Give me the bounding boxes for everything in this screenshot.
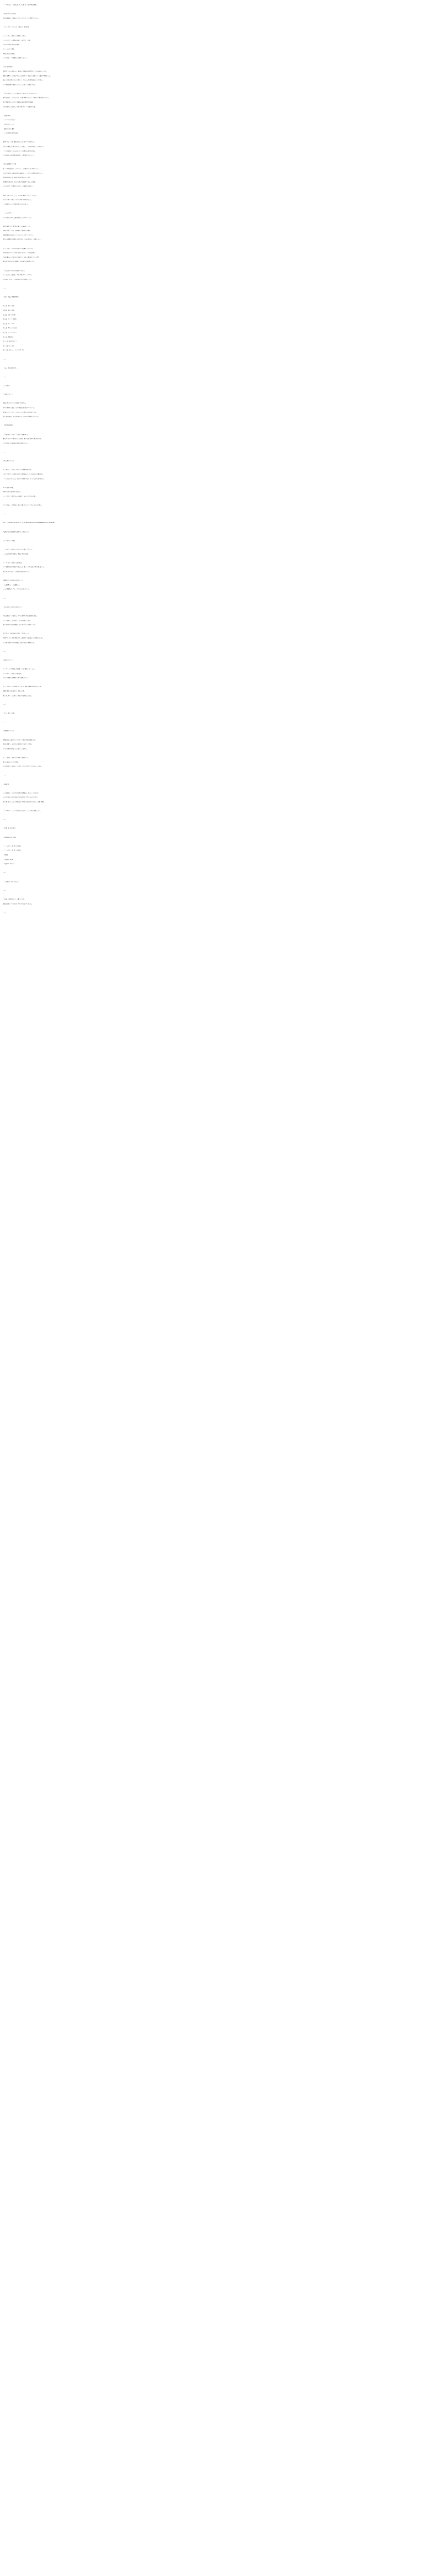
blank-line xyxy=(3,814,426,818)
blank-line xyxy=(3,455,426,460)
blank-line xyxy=(3,379,426,384)
blank-line xyxy=(3,681,426,685)
text-line: ステージに立つ理由。 xyxy=(3,48,15,50)
text-line: この作品はそのことを繰り返し伝えてくれる。 xyxy=(3,203,29,205)
text-line: 「やってみたい」という気持ちが、周りを少しずつ変えていく。 xyxy=(3,92,39,94)
text-line: カメラワーク、照明、衣装の変化。 xyxy=(3,672,23,674)
text-line: ・劇場版 xyxy=(3,854,8,856)
text-line: また、生徒会との対立も物語の大きな軸になっている。 xyxy=(3,247,34,249)
blank-line xyxy=(3,30,426,35)
text-line: 学校を守りたいという想いは同じなのに、その方法が違う。 xyxy=(3,252,37,254)
text-line: 作品全体を通して描かれていたものについて少し整理してみたい。 xyxy=(3,17,40,19)
blank-line xyxy=(3,822,426,827)
blank-line xyxy=(3,574,426,579)
text-line: 「START:DASH!!」 xyxy=(3,425,14,427)
text-line: それぞれの想いが交わる場所。 xyxy=(3,44,21,46)
blank-line xyxy=(3,8,426,12)
blank-line xyxy=(3,388,426,393)
section-heading: 【第二期について】 xyxy=(3,460,14,462)
text-line: その約束が、後の物語全体を貫く一本の線になっていく。 xyxy=(3,155,36,157)
blank-line xyxy=(3,21,426,25)
blank-line xyxy=(3,716,426,721)
text-line: ……。 xyxy=(3,872,7,874)
text-line: 作曲担当の彼女が、最初は参加を断っていた理由。 xyxy=(3,177,31,179)
text-line: 第四話：新しい仲間 xyxy=(3,309,14,311)
text-line: 誰かのために動くことの大切さと、自分のために夢を見ることの大切さ。 xyxy=(3,79,44,81)
text-line: 作詞担当の彼女が、自分の言葉に自信を持てなかった理由。 xyxy=(3,181,37,183)
text-line: 副会長として彼女を見守り続けてきたもう一人。 xyxy=(3,633,30,635)
text-line: 立場の違いから生まれるすれ違いと、それを乗り越えていく過程。 xyxy=(3,256,40,258)
text-line: それでも最後まで歌い切った三人の姿は、この作品の原点と言えるだろう。 xyxy=(3,146,45,147)
text-line: ご意見・ご感想はコメント欄へどうぞ。 xyxy=(3,898,25,900)
section-heading: 【第二話以降について】 xyxy=(3,163,17,165)
text-line: 彼女がいなければ、この物語は始まらなかった。 xyxy=(3,571,30,572)
blank-line xyxy=(3,893,426,897)
text-line: ……。 xyxy=(3,513,7,515)
blank-line xyxy=(3,867,426,871)
text-line: 第八話：やりたいことは xyxy=(3,327,17,329)
blank-line xyxy=(3,884,426,889)
blank-line xyxy=(3,264,426,269)
blank-line xyxy=(3,526,426,530)
text-line: お互いの弱さを知り、それでも隣に立ち続けること。 xyxy=(3,199,33,201)
text-line: 雪の中を走る場面。 xyxy=(3,486,14,488)
blank-line xyxy=(3,543,426,548)
text-line: 第十話：先輩禁止！ xyxy=(3,336,14,338)
blank-line xyxy=(3,136,426,141)
blank-line xyxy=(3,220,426,225)
text-line: 最後まで読んでいただき、ありがとうございました。 xyxy=(3,903,33,905)
text-line: リーダーとして皆を引っ張る彼女。 xyxy=(3,562,23,564)
text-line: ・それでも歌い続けた意味 xyxy=(3,132,18,134)
text-line: 「スクールアイドル」という存在と、その意味。 xyxy=(3,26,30,28)
blank-line xyxy=(3,725,426,730)
text-line: 第六話：センターは誰だ xyxy=(3,318,17,320)
text-line: グループとしての活動の意味と、個人としての夢。 xyxy=(3,39,31,41)
blank-line xyxy=(3,446,426,450)
text-line: 夢を追いかけること、仲間と過ごす時間、終わりがあるからこそ輝く瞬間。 xyxy=(3,801,45,803)
blank-line xyxy=(3,698,426,703)
text-line: 華やかな表舞台の裏側にある努力を、この作品は決して省略しない。 xyxy=(3,239,42,241)
text-line: 一人ひとりが持つ背景と、物語の中での役割。 xyxy=(3,553,29,555)
blank-line xyxy=(3,654,426,658)
section-heading: 【最後に】 xyxy=(3,783,9,785)
blank-line xyxy=(3,428,426,433)
text-line: 劇場版では、海外でのライブという新しい舞台が描かれる。 xyxy=(3,739,37,741)
text-line: 「いつか満員にしてみせる」という言葉に込められた想い。 xyxy=(3,150,37,152)
text-line: 第五話：それぞれの夢 xyxy=(3,314,15,316)
text-line: ……。 xyxy=(3,721,7,723)
text-line: ・各種ライブ映像 xyxy=(3,858,13,860)
text-line: これこそが、この作品が一貫して描いてきたテーマだったのだと思う。 xyxy=(3,504,43,506)
blank-line xyxy=(3,840,426,844)
blank-line xyxy=(3,207,426,211)
text-line: 「ラブライブ！」という作品に出会えたことに、改めて感謝したい。 xyxy=(3,810,41,812)
text-line: そう言っていた彼女が、やがて同じステージに立つ。 xyxy=(3,274,33,276)
text-line: その対比が、作品全体の成長を象徴している。 xyxy=(3,442,29,444)
text-line: 視線の動き、間の取り方、背景の小物。 xyxy=(3,690,25,692)
text-line: ……。 xyxy=(3,358,7,360)
blank-line xyxy=(3,556,426,561)
blank-line xyxy=(3,875,426,880)
text-line: （了） xyxy=(3,911,7,913)
text-line: （次回、第二節に続く） xyxy=(3,827,17,829)
text-line: バレエを続けてきた過去と、それを手放した理由。 xyxy=(3,619,31,621)
blank-line xyxy=(3,609,426,614)
text-line: （以下、各話の詳細な考察） xyxy=(3,296,20,298)
text-line: 「一度きりの今を、全力で」 xyxy=(3,880,20,883)
text-line: 仲間と共に歩む時間。 xyxy=(3,53,15,55)
blank-line xyxy=(3,787,426,791)
text-line: それぞれが自分の中の何かと重ね合わせて見ているのだと思う。 xyxy=(3,796,39,799)
blank-line xyxy=(3,370,426,375)
text-line: 最終的に手を取り合う場面は、何度見ても胸が熱くなる。 xyxy=(3,261,36,263)
blank-line xyxy=(3,362,426,366)
text-line: その両方が同時に描かれていたことに強く心を動かされた。 xyxy=(3,83,37,86)
text-line: 一人ではたどり着けなかった場所に、みんなの力で辿り着く。 xyxy=(3,495,38,497)
blank-line xyxy=(3,534,426,539)
text-line: ・初めてのステージ xyxy=(3,124,14,126)
text-line: 「私たちは、私たちのままでいい」 xyxy=(3,606,23,608)
section-heading: 【関連する作品・参考】 xyxy=(3,836,17,838)
blank-line xyxy=(3,734,426,738)
blank-line xyxy=(3,242,426,247)
text-line: 観客がいない中で歌われたこの曲が、後に満員の講堂で再び歌われる。 xyxy=(3,438,43,440)
blank-line xyxy=(3,804,426,809)
text-line: 練習の場面では、体力的な厳しさも描かれていた。 xyxy=(3,225,31,227)
blank-line xyxy=(3,109,426,114)
blank-line xyxy=(3,778,426,783)
text-line: 三人の関係性が、グループの土台になっている。 xyxy=(3,588,30,590)
text-line: 第十一話：最高のライブ xyxy=(3,341,17,343)
text-line: それらが少しずつ解きほぐされていく過程が心地よい。 xyxy=(3,185,34,188)
text-line: 毎朝の階段ダッシュ、発声練習、振り付けの確認。 xyxy=(3,230,31,232)
text-line: 第十三話：μ'sミュージックスタート！ xyxy=(3,349,25,351)
text-line: それは始まりを決めることと同じくらい大切なことなのかもしれない。 xyxy=(3,766,43,768)
text-line: 見知らぬ街で、自分たちの歌が届くのかという不安。 xyxy=(3,743,33,745)
text-line: 最初は反対していた人たちも、次第に理解を示していく流れが丁寧に描かれていた。 xyxy=(3,97,50,99)
text-line: 「ラブライブ！」に最も近いあの人物：第一節の考察と感想 xyxy=(3,4,37,6)
blank-line xyxy=(3,601,426,605)
text-line: 講堂でのライブは、観客がほとんどいない中で行われた。 xyxy=(3,141,36,143)
blank-line xyxy=(3,61,426,65)
text-line: この曲は講堂でのライブで初めて披露された。 xyxy=(3,433,29,435)
section-heading: 【音楽について】 xyxy=(3,394,13,396)
text-line: 「一人じゃない」 xyxy=(3,212,13,214)
text-line: その想いが明かされる場面は、静かだが深い感動がある。 xyxy=(3,641,36,643)
text-line: その変化こそが、この作品の持つ力の証明だと思う。 xyxy=(3,278,33,280)
text-line: その言葉の重みが、話数を重ねるごとに増していく。 xyxy=(3,216,33,218)
blank-line xyxy=(3,419,426,424)
text-line: それぞれが抱える悩みや迷いが描かれ、一人ひとりの物語が見えてくる。 xyxy=(3,172,44,174)
blank-line xyxy=(3,499,426,504)
text-line: 「ねえ、次は何をする？」 xyxy=(3,367,18,369)
document-body xyxy=(3,3,426,915)
blank-line xyxy=(3,707,426,711)
text-line: 一人は冷静に、一人は優しく。 xyxy=(3,584,21,586)
text-line: ……。 xyxy=(3,703,7,705)
blank-line xyxy=(3,831,426,836)
text-line: どれもが楽曲の世界観を丁寧に表現している。 xyxy=(3,677,29,679)
text-line: ……。 xyxy=(3,889,7,891)
text-line: その行動力は時に無謀にも見えるが、誰よりも真っ直ぐに夢を追いかける。 xyxy=(3,566,45,568)
text-line: 「叶え、私たちの夢」 xyxy=(3,713,16,714)
text-line: それでも歌い続けることで見えてくるもの。 xyxy=(3,748,28,750)
text-line: ここで一度、大切なことを確認しておく。 xyxy=(3,35,27,37)
blank-line xyxy=(3,517,426,521)
text-line: ……。 xyxy=(3,376,7,378)
blank-line xyxy=(3,663,426,667)
text-line: 廃校の危機という状況の中で、自分たちにできることを探していく姿が印象的だった。 xyxy=(3,75,52,77)
text-line: また、日常パートの何気ない会話にも、細かな演出が込められている。 xyxy=(3,686,43,688)
text-line: その全てが一つの物語として繋がっていく。 xyxy=(3,57,28,59)
text-line: 彼女が仲間に加わる場面は、第一期の大きな山場の一つだ。 xyxy=(3,624,37,626)
text-line: そして物語は、彼女たちの選択で幕を閉じる。 xyxy=(3,756,29,758)
text-line: 楽曲の持つ力についても触れておきたい。 xyxy=(3,402,27,404)
text-line: 第十二話：ともだち xyxy=(3,345,14,347)
text-line: 夕日に照らされながら、何度も同じステップを繰り返す姿。 xyxy=(3,106,37,108)
blank-line xyxy=(3,481,426,486)
text-line: 繰り返し見ることで新しい発見がある作品だと思う。 xyxy=(3,694,33,697)
section-heading: 【第一話の感想】 xyxy=(3,66,13,68)
text-line: ……。 xyxy=(3,287,7,289)
text-line: 第三話：迷いと決意 xyxy=(3,305,14,307)
text-line: 1 2 3 4 5 6 7 8 9 10 11 12 13 14 15 16 17 18 19 20 21 22 23 24 25 26 27 28 29 30 xyxy=(3,522,55,524)
blank-line xyxy=(3,751,426,756)
text-line: 第七話：エリーチカ xyxy=(3,323,14,325)
blank-line xyxy=(3,769,426,774)
text-line: 三年生の卒業という避けられない別れを前にして、彼女たちが選んだ道。 xyxy=(3,473,44,475)
text-line: ※話数ごとの評価は別の記事にまとめています。 xyxy=(3,531,30,533)
text-line: ……。 xyxy=(3,451,7,453)
text-line: 新しい仲間が加わり、グループとしての形が少しずつ整っていく。 xyxy=(3,167,40,170)
text-line: 第二期では、ラブライブ本大会への挑戦が描かれる。 xyxy=(3,469,33,471)
blank-line xyxy=(3,158,426,163)
text-line: 地道な積み重ねがあってこそのステージだということ。 xyxy=(3,234,34,236)
text-line: ・観客のいない講堂 xyxy=(3,128,14,130)
section-heading: 【演出について】 xyxy=(3,659,13,661)
text-line: ……。 xyxy=(3,774,7,776)
text-line: ・結成の理由 xyxy=(3,114,11,116)
text-line: 終わりを決めることの勇気。 xyxy=(3,761,20,763)
blank-line xyxy=(3,87,426,92)
text-line: ・楽曲CD・アルバム xyxy=(3,863,15,865)
text-line: 実はグループの名付け親であり、誰よりも全員が揃うことを願っていた。 xyxy=(3,637,44,639)
text-line: （まだ続く） xyxy=(3,385,11,387)
text-line: 物語はここから始まった。最初の一歩を踏み出す勇気と、それを支える人たち。 xyxy=(3,70,48,72)
blank-line xyxy=(3,353,426,358)
text-line: ・メンバーとの出会い xyxy=(3,119,15,121)
text-line: 第九話：ワンダーゾーン xyxy=(3,331,17,333)
blank-line xyxy=(3,906,426,911)
text-line: 作中で歌われる曲は、どれも物語と深く結びついている。 xyxy=(3,407,36,409)
text-line: 歌詞の一つひとつに、キャラクターの想いが込められている。 xyxy=(3,411,38,413)
text-line: 仲間のために道を作る生徒たち。 xyxy=(3,491,22,493)
text-line: 「今しかできないこと」を全力でやり切る姿に、多くの人が心を打たれた。 xyxy=(3,478,45,480)
text-line: ライブシーンの演出は、回を追うごとに進化していった。 xyxy=(3,668,35,670)
blank-line xyxy=(3,397,426,402)
text-line: この作品が多くの人に愛され続ける理由は、きっと一つではない。 xyxy=(3,792,40,794)
text-line: 「あなたたちのやり方は認められない」 xyxy=(3,269,26,272)
blank-line xyxy=(3,592,426,597)
text-line: ・テレビアニメ第二期（全13話） xyxy=(3,850,22,852)
text-line: ・テレビアニメ第一期（全13話） xyxy=(3,845,22,847)
text-line: 特に最初の曲は、まだ誰も知らない三人の決意表明のようだった。 xyxy=(3,416,40,418)
text-line: ……。 xyxy=(3,650,7,652)
text-line: 幼馴染として彼女を支え続ける二人。 xyxy=(3,580,24,582)
blank-line xyxy=(3,628,426,632)
blank-line xyxy=(3,189,426,194)
section-heading: 【作品に向き合う前に】 xyxy=(3,13,17,15)
blank-line xyxy=(3,508,426,513)
text-line: ここからは、各キャラクターについて掘り下げていく。 xyxy=(3,549,34,551)
text-line: ……。 xyxy=(3,819,7,821)
text-line: 特に印象に残ったのは、放課後の屋上で練習する場面。 xyxy=(3,101,34,104)
blank-line xyxy=(3,291,426,296)
blank-line xyxy=(3,464,426,468)
blank-line xyxy=(3,282,426,286)
text-line: 仲間になるということは、ただ同じ場所に立つことではない。 xyxy=(3,194,38,196)
blank-line xyxy=(3,300,426,304)
section-heading: 【劇場版について】 xyxy=(3,730,14,732)
text-line: ……。 xyxy=(3,597,7,599)
text-line: 生徒会長としての責任と、本当の気持ちの間で揺れ動く彼女。 xyxy=(3,615,38,617)
section-heading: 【キャラクター考察】 xyxy=(3,539,15,541)
blank-line xyxy=(3,645,426,650)
